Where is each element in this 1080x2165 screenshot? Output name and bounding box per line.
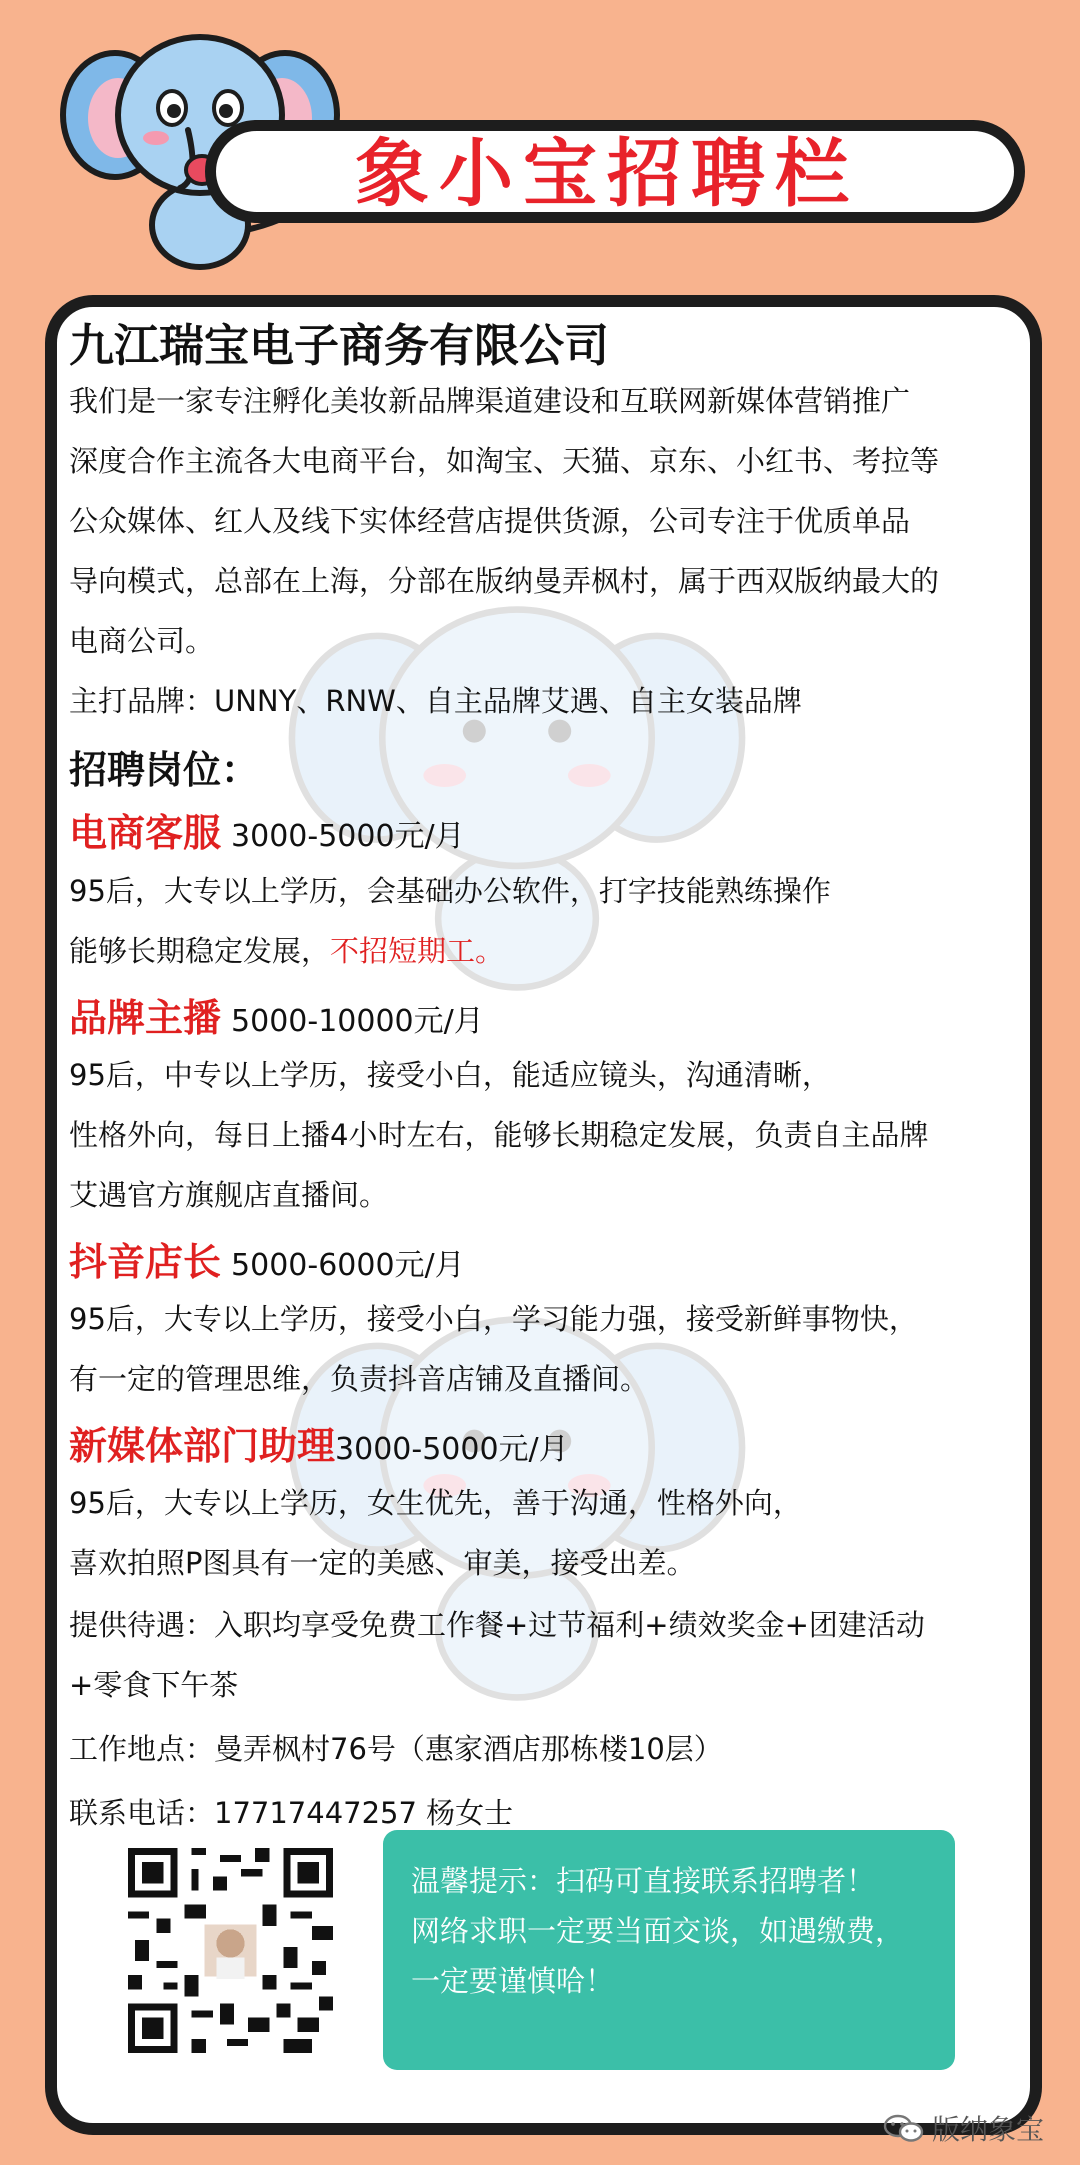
job-salary: 5000-10000元/月 xyxy=(231,1004,484,1039)
job-desc-line: 95后，大专以上学历，会基础办公软件，打字技能熟练操作 xyxy=(69,874,831,908)
job-header xyxy=(69,1231,465,1286)
company-intro-line: 我们是一家专注孵化美妆新品牌渠道建设和互联网新媒体营销推广 xyxy=(69,384,911,418)
job-title: 品牌主播 xyxy=(69,996,222,1040)
tip-line: 一定要谨慎哈！ xyxy=(411,1964,615,1998)
job-title: 新媒体部门助理 xyxy=(69,1424,336,1468)
job-salary: 3000-5000元/月 xyxy=(231,819,465,854)
job-highlight: 不招短期工。 xyxy=(330,934,505,968)
positions-heading: 招聘岗位： xyxy=(69,748,260,792)
job-desc-line: 有一定的管理思维，负责抖音店铺及直播间。 xyxy=(69,1362,650,1396)
wechat-icon xyxy=(882,2113,926,2143)
qr-code[interactable] xyxy=(128,1848,333,2053)
job-desc-line: 艾遇官方旗舰店直播间。 xyxy=(69,1178,389,1212)
brands-line: 主打品牌：UNNY、RNW、自主品牌艾遇、自主女装品牌 xyxy=(69,684,802,718)
job-title: 电商客服 xyxy=(69,811,222,855)
job-title: 抖音店长 xyxy=(69,1240,222,1284)
job-desc-text: 能够长期稳定发展， xyxy=(69,934,331,968)
contact-line: 联系电话：17717447257 杨女士 xyxy=(69,1796,514,1830)
company-intro-line: 深度合作主流各大电商平台，如淘宝、天猫、京东、小红书、考拉等 xyxy=(69,444,940,478)
job-desc-line: 喜欢拍照P图具有一定的美感、审美，接受出差。 xyxy=(69,1546,696,1580)
job-desc-line: 性格外向，每日上播4小时左右，能够长期稳定发展，负责自主品牌 xyxy=(69,1118,929,1152)
company-intro-line: 公众媒体、红人及线下实体经营店提供货源，公司专注于优质单品 xyxy=(69,504,911,538)
account-name: 版纳象宝 xyxy=(931,2113,1044,2146)
job-salary: 5000-6000元/月 xyxy=(231,1248,465,1283)
company-name: 九江瑞宝电子商务有限公司 xyxy=(69,319,610,372)
job-desc-line: 95后，大专以上学历，接受小白，学习能力强，接受新鲜事物快， xyxy=(69,1302,918,1336)
job-header xyxy=(69,987,484,1042)
job-salary: 3000-5000元/月 xyxy=(335,1432,569,1467)
job-header xyxy=(69,1415,569,1470)
job-desc-line: 95后，中专以上学历，接受小白，能适应镜头，沟通清晰， xyxy=(69,1058,831,1092)
warm-tip-box xyxy=(383,1830,955,2070)
company-intro-line: 导向模式，总部在上海，分部在版纳曼弄枫村，属于西双版纳最大的 xyxy=(69,564,940,598)
tip-line: 温馨提示：扫码可直接联系招聘者！ xyxy=(411,1864,876,1898)
job-header xyxy=(69,802,465,857)
banner-title: 象小宝招聘栏 xyxy=(355,131,859,217)
job-desc-line: 95后，大专以上学历，女生优先，善于沟通，性格外向， xyxy=(69,1486,802,1520)
benefits-line: 提供待遇：入职均享受免费工作餐+过节福利+绩效奖金+团建活动 xyxy=(69,1608,925,1642)
job-desc-line xyxy=(69,929,504,970)
benefits-line: +零食下午茶 xyxy=(69,1668,239,1702)
address-line: 工作地点：曼弄枫村76号（惠家酒店那栋楼10层） xyxy=(69,1732,723,1766)
company-intro-line: 电商公司。 xyxy=(69,624,215,658)
account-source xyxy=(882,2108,1044,2148)
tip-line: 网络求职一定要当面交谈，如遇缴费， xyxy=(411,1914,905,1948)
